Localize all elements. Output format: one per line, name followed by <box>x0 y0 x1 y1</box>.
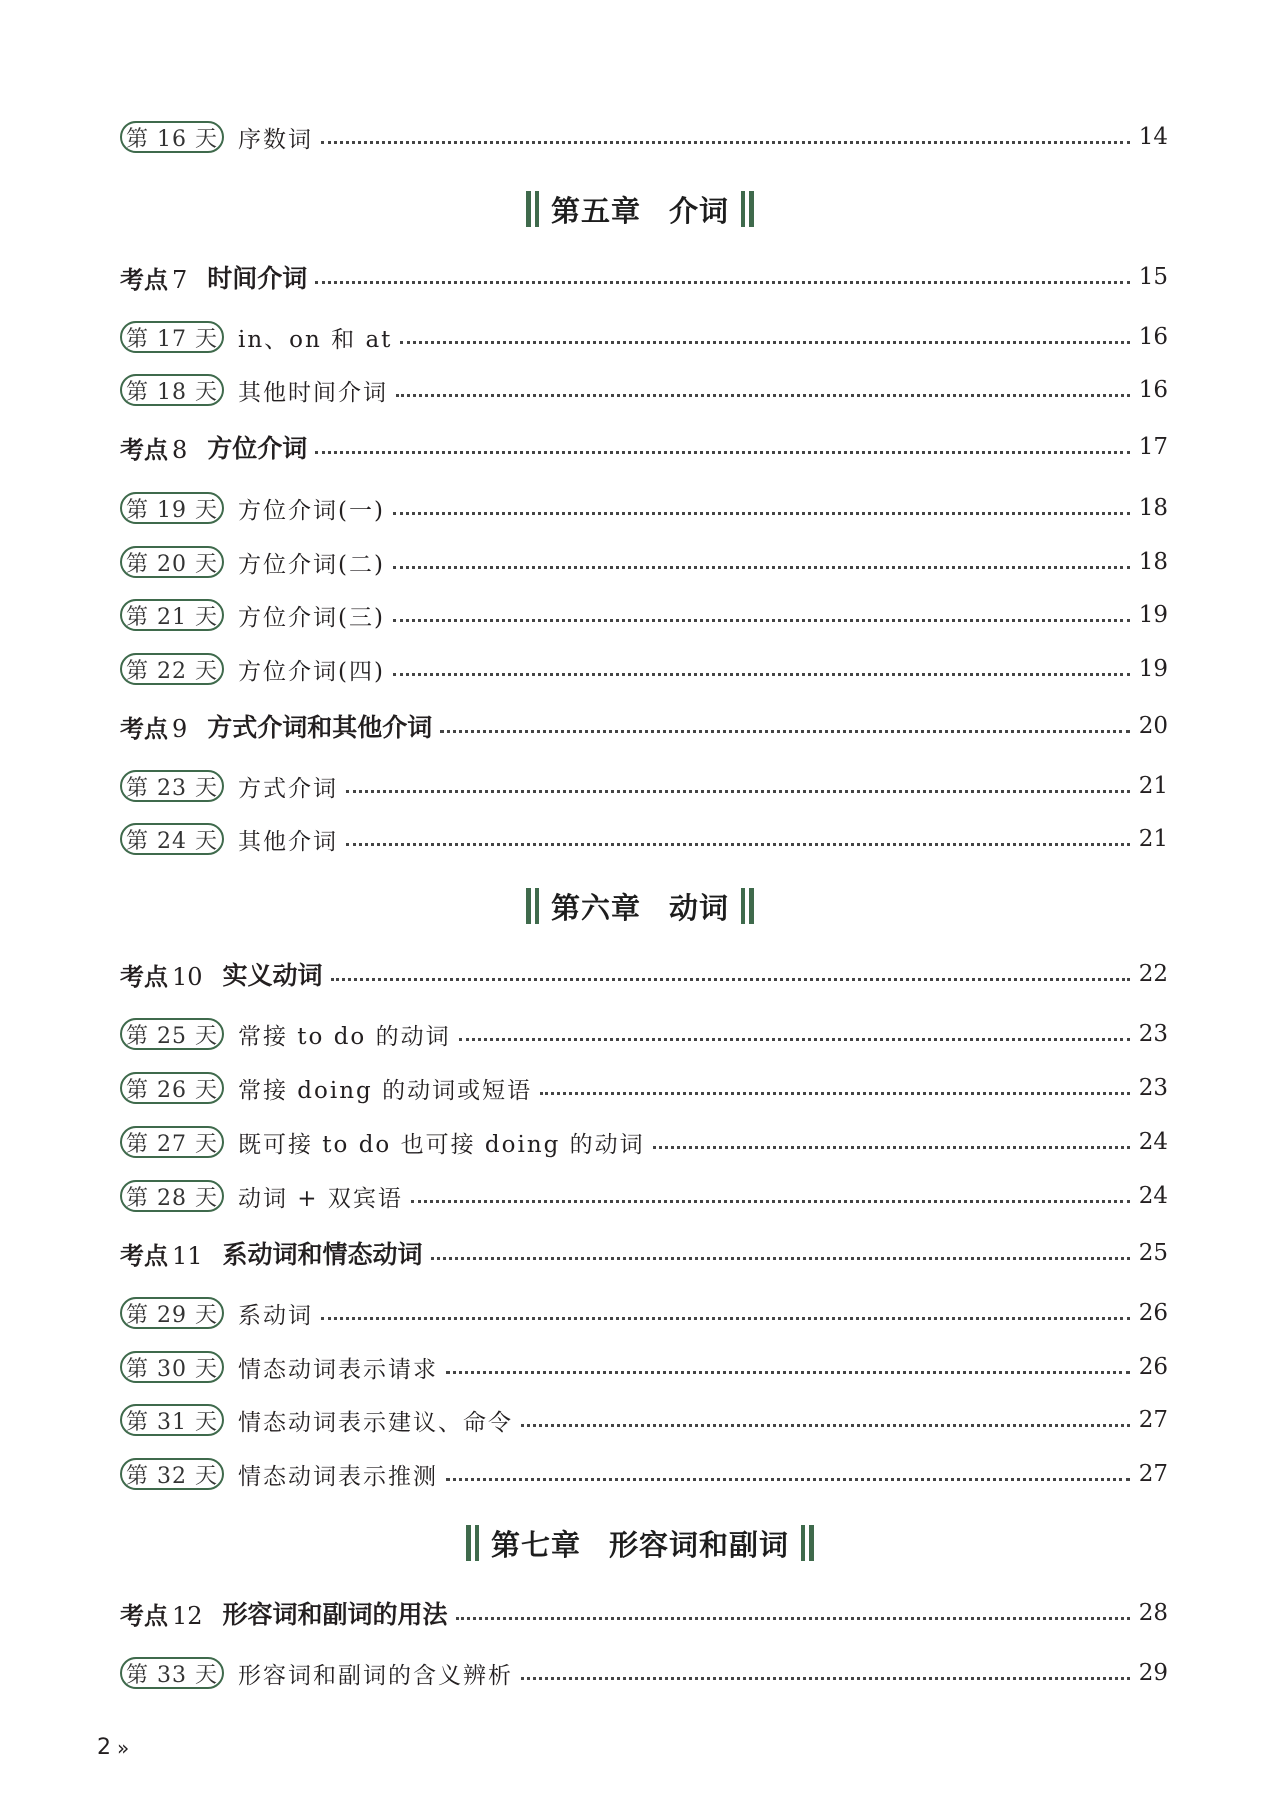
kaodian-label: 考点 8 <box>120 435 188 464</box>
dot-leader <box>400 341 1130 344</box>
entry-title: 方位介词(三) <box>238 604 385 631</box>
entry-title: 方位介词(二) <box>238 551 385 578</box>
toc-day-entry[interactable] <box>120 768 1168 804</box>
chapter-title: 第六章 动词 <box>550 890 730 925</box>
chapter-heading[interactable] <box>0 1518 1280 1568</box>
toc-day-entry[interactable] <box>120 1402 1168 1438</box>
entry-title: 其他时间介词 <box>238 379 388 406</box>
entry-title: 形容词和副词的用法 <box>222 1600 448 1629</box>
page-number: 26 <box>1138 1300 1168 1326</box>
page-footer <box>97 1735 129 1760</box>
entry-title: 方位介词 <box>207 434 308 463</box>
toc-day-entry[interactable] <box>120 1124 1168 1160</box>
day-badge: 第 29 天 <box>120 1297 224 1329</box>
page-number: 25 <box>1138 1240 1168 1266</box>
dot-leader <box>396 394 1130 397</box>
heading-bar-left <box>466 1525 479 1561</box>
dot-leader <box>540 1092 1130 1095</box>
dot-leader <box>331 978 1130 981</box>
heading-bar-right <box>741 191 754 227</box>
toc-kaodian-entry[interactable] <box>120 259 1168 295</box>
page-number: 21 <box>1138 773 1168 799</box>
dot-leader <box>393 566 1130 569</box>
dot-leader <box>393 619 1130 622</box>
toc-kaodian-entry[interactable] <box>120 956 1168 992</box>
entry-title: 既可接 to do 也可接 doing 的动词 <box>238 1131 645 1158</box>
entry-title: 常接 doing 的动词或短语 <box>238 1077 533 1104</box>
toc-day-entry[interactable] <box>120 490 1168 526</box>
toc-day-entry[interactable] <box>120 1016 1168 1052</box>
dot-leader <box>446 1371 1130 1374</box>
toc-day-entry[interactable] <box>120 1456 1168 1492</box>
page-number: 14 <box>1138 124 1168 150</box>
page-number: 27 <box>1138 1461 1168 1487</box>
entry-title: 方式介词 <box>238 775 338 802</box>
page-number: 22 <box>1138 961 1168 987</box>
page-number: 16 <box>1138 324 1168 350</box>
page-number: 27 <box>1138 1407 1168 1433</box>
entry-title: 动词 + 双宾语 <box>238 1185 403 1212</box>
toc-kaodian-entry[interactable] <box>120 1235 1168 1271</box>
chapter-title: 第五章 介词 <box>550 193 730 228</box>
dot-leader <box>321 1317 1130 1320</box>
entry-title: 实义动词 <box>222 961 323 990</box>
entry-title: 系动词和情态动词 <box>222 1240 423 1269</box>
day-badge: 第 25 天 <box>120 1018 224 1050</box>
entry-title: 情态动词表示推测 <box>238 1463 438 1490</box>
heading-bar-left <box>526 888 539 924</box>
heading-bar-right <box>801 1525 814 1561</box>
toc-day-entry[interactable] <box>120 372 1168 408</box>
dot-leader <box>440 730 1130 733</box>
page-number: 16 <box>1138 377 1168 403</box>
toc-kaodian-entry[interactable] <box>120 429 1168 465</box>
day-badge: 第 19 天 <box>120 492 224 524</box>
day-badge: 第 16 天 <box>120 121 224 153</box>
page-number: 21 <box>1138 826 1168 852</box>
dot-leader <box>393 512 1130 515</box>
entry-title: 时间介词 <box>207 264 308 293</box>
page-number: 29 <box>1138 1660 1168 1686</box>
dot-leader <box>521 1677 1130 1680</box>
dot-leader <box>315 281 1130 284</box>
page-number: 18 <box>1138 495 1168 521</box>
day-badge: 第 27 天 <box>120 1126 224 1158</box>
day-badge: 第 26 天 <box>120 1072 224 1104</box>
dot-leader <box>393 673 1130 676</box>
day-badge: 第 23 天 <box>120 770 224 802</box>
chapter-title: 第七章 形容词和副词 <box>490 1527 790 1562</box>
dot-leader <box>315 451 1130 454</box>
page-number: 19 <box>1138 656 1168 682</box>
chapter-heading[interactable] <box>0 184 1280 234</box>
day-badge: 第 28 天 <box>120 1180 224 1212</box>
dot-leader <box>346 790 1130 793</box>
page-number: 20 <box>1138 713 1168 739</box>
toc-kaodian-entry[interactable] <box>120 1595 1168 1631</box>
heading-bar-left <box>526 191 539 227</box>
dot-leader <box>321 141 1130 144</box>
day-badge: 第 32 天 <box>120 1458 224 1490</box>
day-badge: 第 24 天 <box>120 823 224 855</box>
kaodian-label: 考点 9 <box>120 714 188 743</box>
toc-day-entry[interactable] <box>120 1070 1168 1106</box>
toc-day-entry[interactable] <box>120 1178 1168 1214</box>
kaodian-label: 考点 11 <box>120 1241 203 1270</box>
entry-title: 方式介词和其他介词 <box>207 713 433 742</box>
dot-leader <box>456 1617 1130 1620</box>
page-number: 26 <box>1138 1354 1168 1380</box>
kaodian-label: 考点 7 <box>120 265 188 294</box>
toc-day-entry[interactable] <box>120 597 1168 633</box>
double-chevron-right-icon: » <box>117 1735 130 1760</box>
toc-day-entry[interactable] <box>120 544 1168 580</box>
day-badge: 第 31 天 <box>120 1404 224 1436</box>
page-number: 15 <box>1138 264 1168 290</box>
entry-title: 常接 to do 的动词 <box>238 1023 451 1050</box>
kaodian-label: 考点 12 <box>120 1601 203 1630</box>
page-number: 28 <box>1138 1600 1168 1626</box>
entry-title: 情态动词表示建议、命令 <box>238 1409 513 1436</box>
entry-title: 形容词和副词的含义辨析 <box>238 1662 513 1689</box>
toc-kaodian-entry[interactable] <box>120 708 1168 744</box>
toc-day-entry[interactable] <box>120 1295 1168 1331</box>
page-number: 23 <box>1138 1075 1168 1101</box>
toc-day-entry[interactable] <box>120 319 1168 355</box>
day-badge: 第 30 天 <box>120 1351 224 1383</box>
page-number: 24 <box>1138 1183 1168 1209</box>
heading-bar-right <box>741 888 754 924</box>
dot-leader <box>446 1478 1130 1481</box>
entry-title: 情态动词表示请求 <box>238 1356 438 1383</box>
entry-title: 其他介词 <box>238 828 338 855</box>
entry-title: 系动词 <box>238 1302 313 1329</box>
entry-title: in、on 和 at <box>238 326 393 353</box>
toc-day-entry[interactable] <box>120 1655 1168 1691</box>
day-badge: 第 33 天 <box>120 1657 224 1689</box>
day-badge: 第 20 天 <box>120 546 224 578</box>
dot-leader <box>411 1200 1130 1203</box>
page-number: 19 <box>1138 602 1168 628</box>
page-number: 18 <box>1138 549 1168 575</box>
toc-day-entry[interactable] <box>120 821 1168 857</box>
entry-title: 序数词 <box>238 126 313 153</box>
entry-title: 方位介词(四) <box>238 658 385 685</box>
entry-title: 方位介词(一) <box>238 497 385 524</box>
dot-leader <box>346 843 1130 846</box>
day-badge: 第 18 天 <box>120 374 224 406</box>
footer-page-number: 2 <box>97 1735 111 1760</box>
day-badge: 第 17 天 <box>120 321 224 353</box>
day-badge: 第 21 天 <box>120 599 224 631</box>
chapter-heading[interactable] <box>0 881 1280 931</box>
page-number: 23 <box>1138 1021 1168 1047</box>
kaodian-label: 考点 10 <box>120 962 203 991</box>
dot-leader <box>653 1146 1130 1149</box>
toc-day-entry[interactable] <box>120 1349 1168 1385</box>
toc-day-entry[interactable] <box>120 651 1168 687</box>
page-number: 24 <box>1138 1129 1168 1155</box>
dot-leader <box>521 1424 1130 1427</box>
toc-day-entry[interactable] <box>120 119 1168 155</box>
dot-leader <box>459 1038 1130 1041</box>
dot-leader <box>431 1257 1130 1260</box>
day-badge: 第 22 天 <box>120 653 224 685</box>
page-number: 17 <box>1138 434 1168 460</box>
